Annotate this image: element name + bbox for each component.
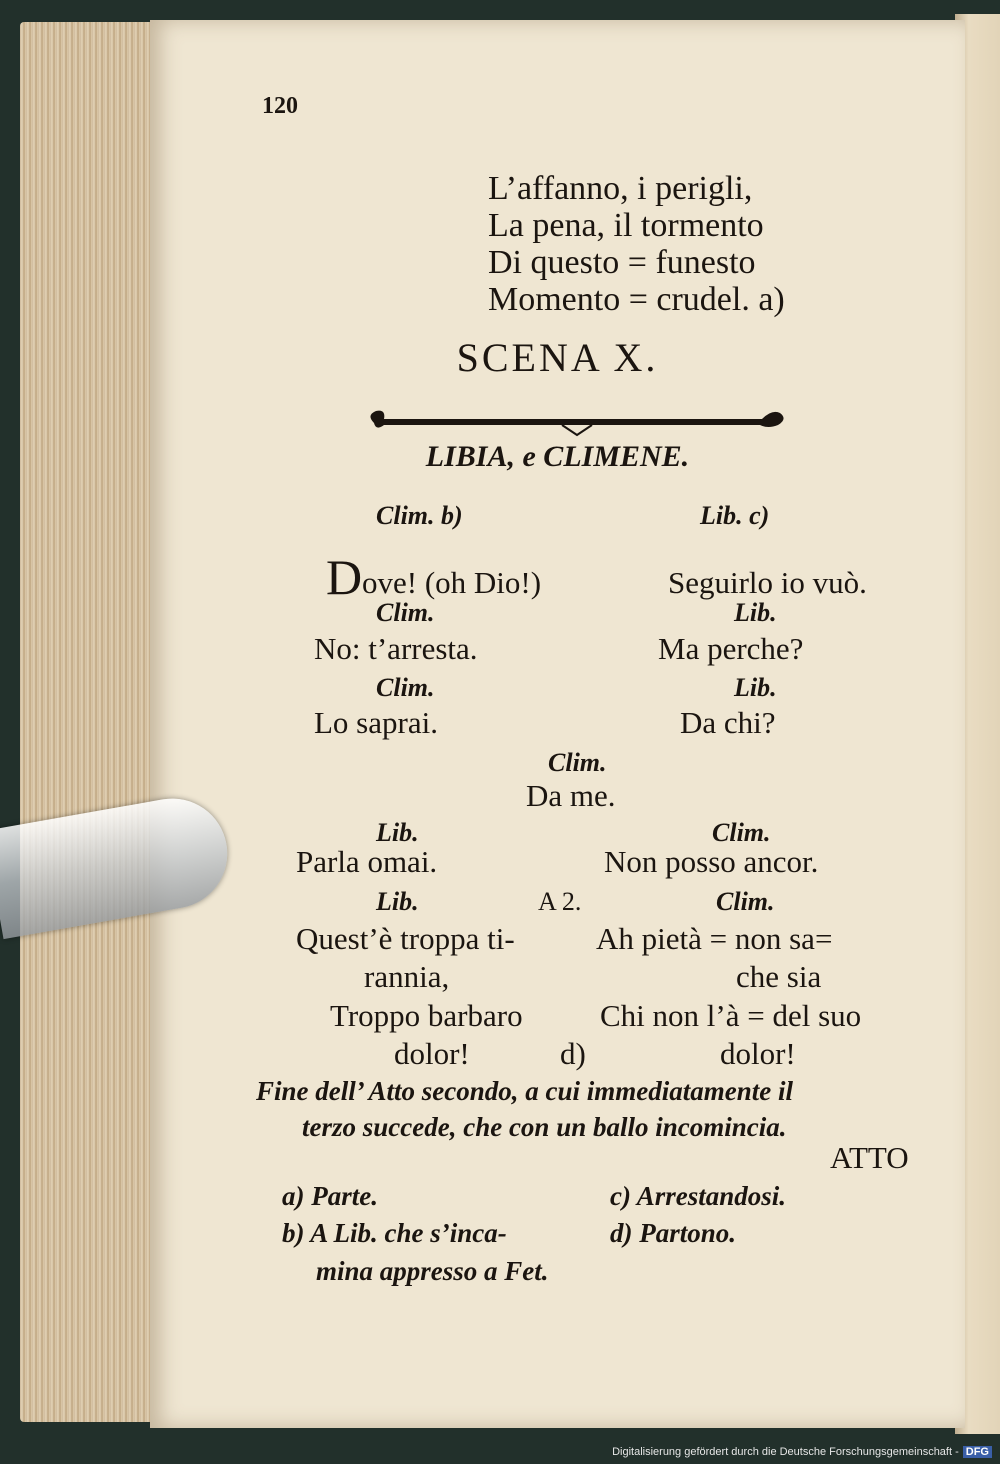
credit-text: Digitalisierung gefördert durch die Deutsche Forschungsgemeinschaft - [612, 1446, 959, 1458]
speaker-clim-b: Clim. b) [376, 501, 463, 530]
catchword: ATTO [830, 1140, 909, 1175]
speaker-lib: Lib. [376, 818, 419, 847]
footnote-d: d) Partono. [610, 1218, 737, 1248]
speaker-clim: Clim. [376, 598, 435, 627]
footnote-mark-d: d) [560, 1036, 586, 1071]
page-stack-edge [20, 22, 170, 1422]
speaker-clim: Clim. [716, 887, 775, 916]
closing-line-2: terzo succede, che con un ballo incomincia. [302, 1112, 787, 1142]
book-page [150, 20, 965, 1428]
ornament-rule [362, 403, 792, 439]
speaker-clim: Clim. [376, 673, 435, 702]
verse-line-3: Di questo = funesto [488, 244, 756, 281]
line-ah-pieta: Ah pietà = non sa= [596, 921, 833, 956]
line-da-chi: Da chi? [680, 705, 776, 740]
footnote-a: a) Parte. [282, 1181, 378, 1211]
line-dolor-left: dolor! [394, 1036, 470, 1071]
verse-line-2: La pena, il tormento [488, 207, 764, 244]
line-parla: Parla omai. [296, 844, 438, 879]
line-dove: ove! (oh Dio!) [362, 565, 542, 600]
footnote-c: c) Arrestandosi. [610, 1181, 787, 1211]
speaker-lib: Lib. [734, 598, 777, 627]
line-non-posso: Non posso ancor. [604, 844, 819, 879]
speaker-lib-c: Lib. c) [700, 501, 770, 530]
verse-line-4: Momento = crudel. a) [488, 281, 785, 318]
line-rannia: rannia, [364, 959, 450, 994]
line-troppo: Troppo barbaro [330, 998, 523, 1033]
line-quest: Quest’è troppa ti- [296, 921, 515, 956]
line-chi-non: Chi non l’à = del suo [600, 998, 862, 1033]
line-lo-saprai: Lo saprai. [314, 705, 438, 740]
dfg-logo: DFG [963, 1446, 992, 1458]
a-due-label: A 2. [538, 887, 582, 916]
footnote-b: b) A Lib. che s’inca- [282, 1218, 507, 1248]
speaker-lib: Lib. [734, 673, 777, 702]
line-no: No: t’arresta. [314, 631, 478, 666]
speaker-lib: Lib. [376, 887, 419, 916]
line-chesia: che sia [736, 959, 822, 994]
footnote-b-continued: mina appresso a Fet. [316, 1256, 549, 1286]
digitization-credit [612, 1446, 992, 1458]
drop-cap: D [326, 549, 363, 605]
verse-line-1: L’affanno, i perigli, [488, 170, 753, 207]
page-number: 120 [262, 93, 298, 119]
closing-line-1: Fine dell’ Atto secondo, a cui immediatamente il [256, 1076, 793, 1106]
line-ma-perche: Ma perche? [658, 631, 804, 666]
line-dolor-right: dolor! [720, 1036, 796, 1071]
scene-title: SCENA X. [456, 335, 659, 380]
line-da-me: Da me. [526, 778, 616, 813]
speaker-clim: Clim. [712, 818, 771, 847]
speaker-clim: Clim. [548, 748, 607, 777]
character-list: LIBIA, e CLIMENE. [425, 440, 690, 473]
line-seguirlo: Seguirlo io vuò. [668, 565, 867, 600]
